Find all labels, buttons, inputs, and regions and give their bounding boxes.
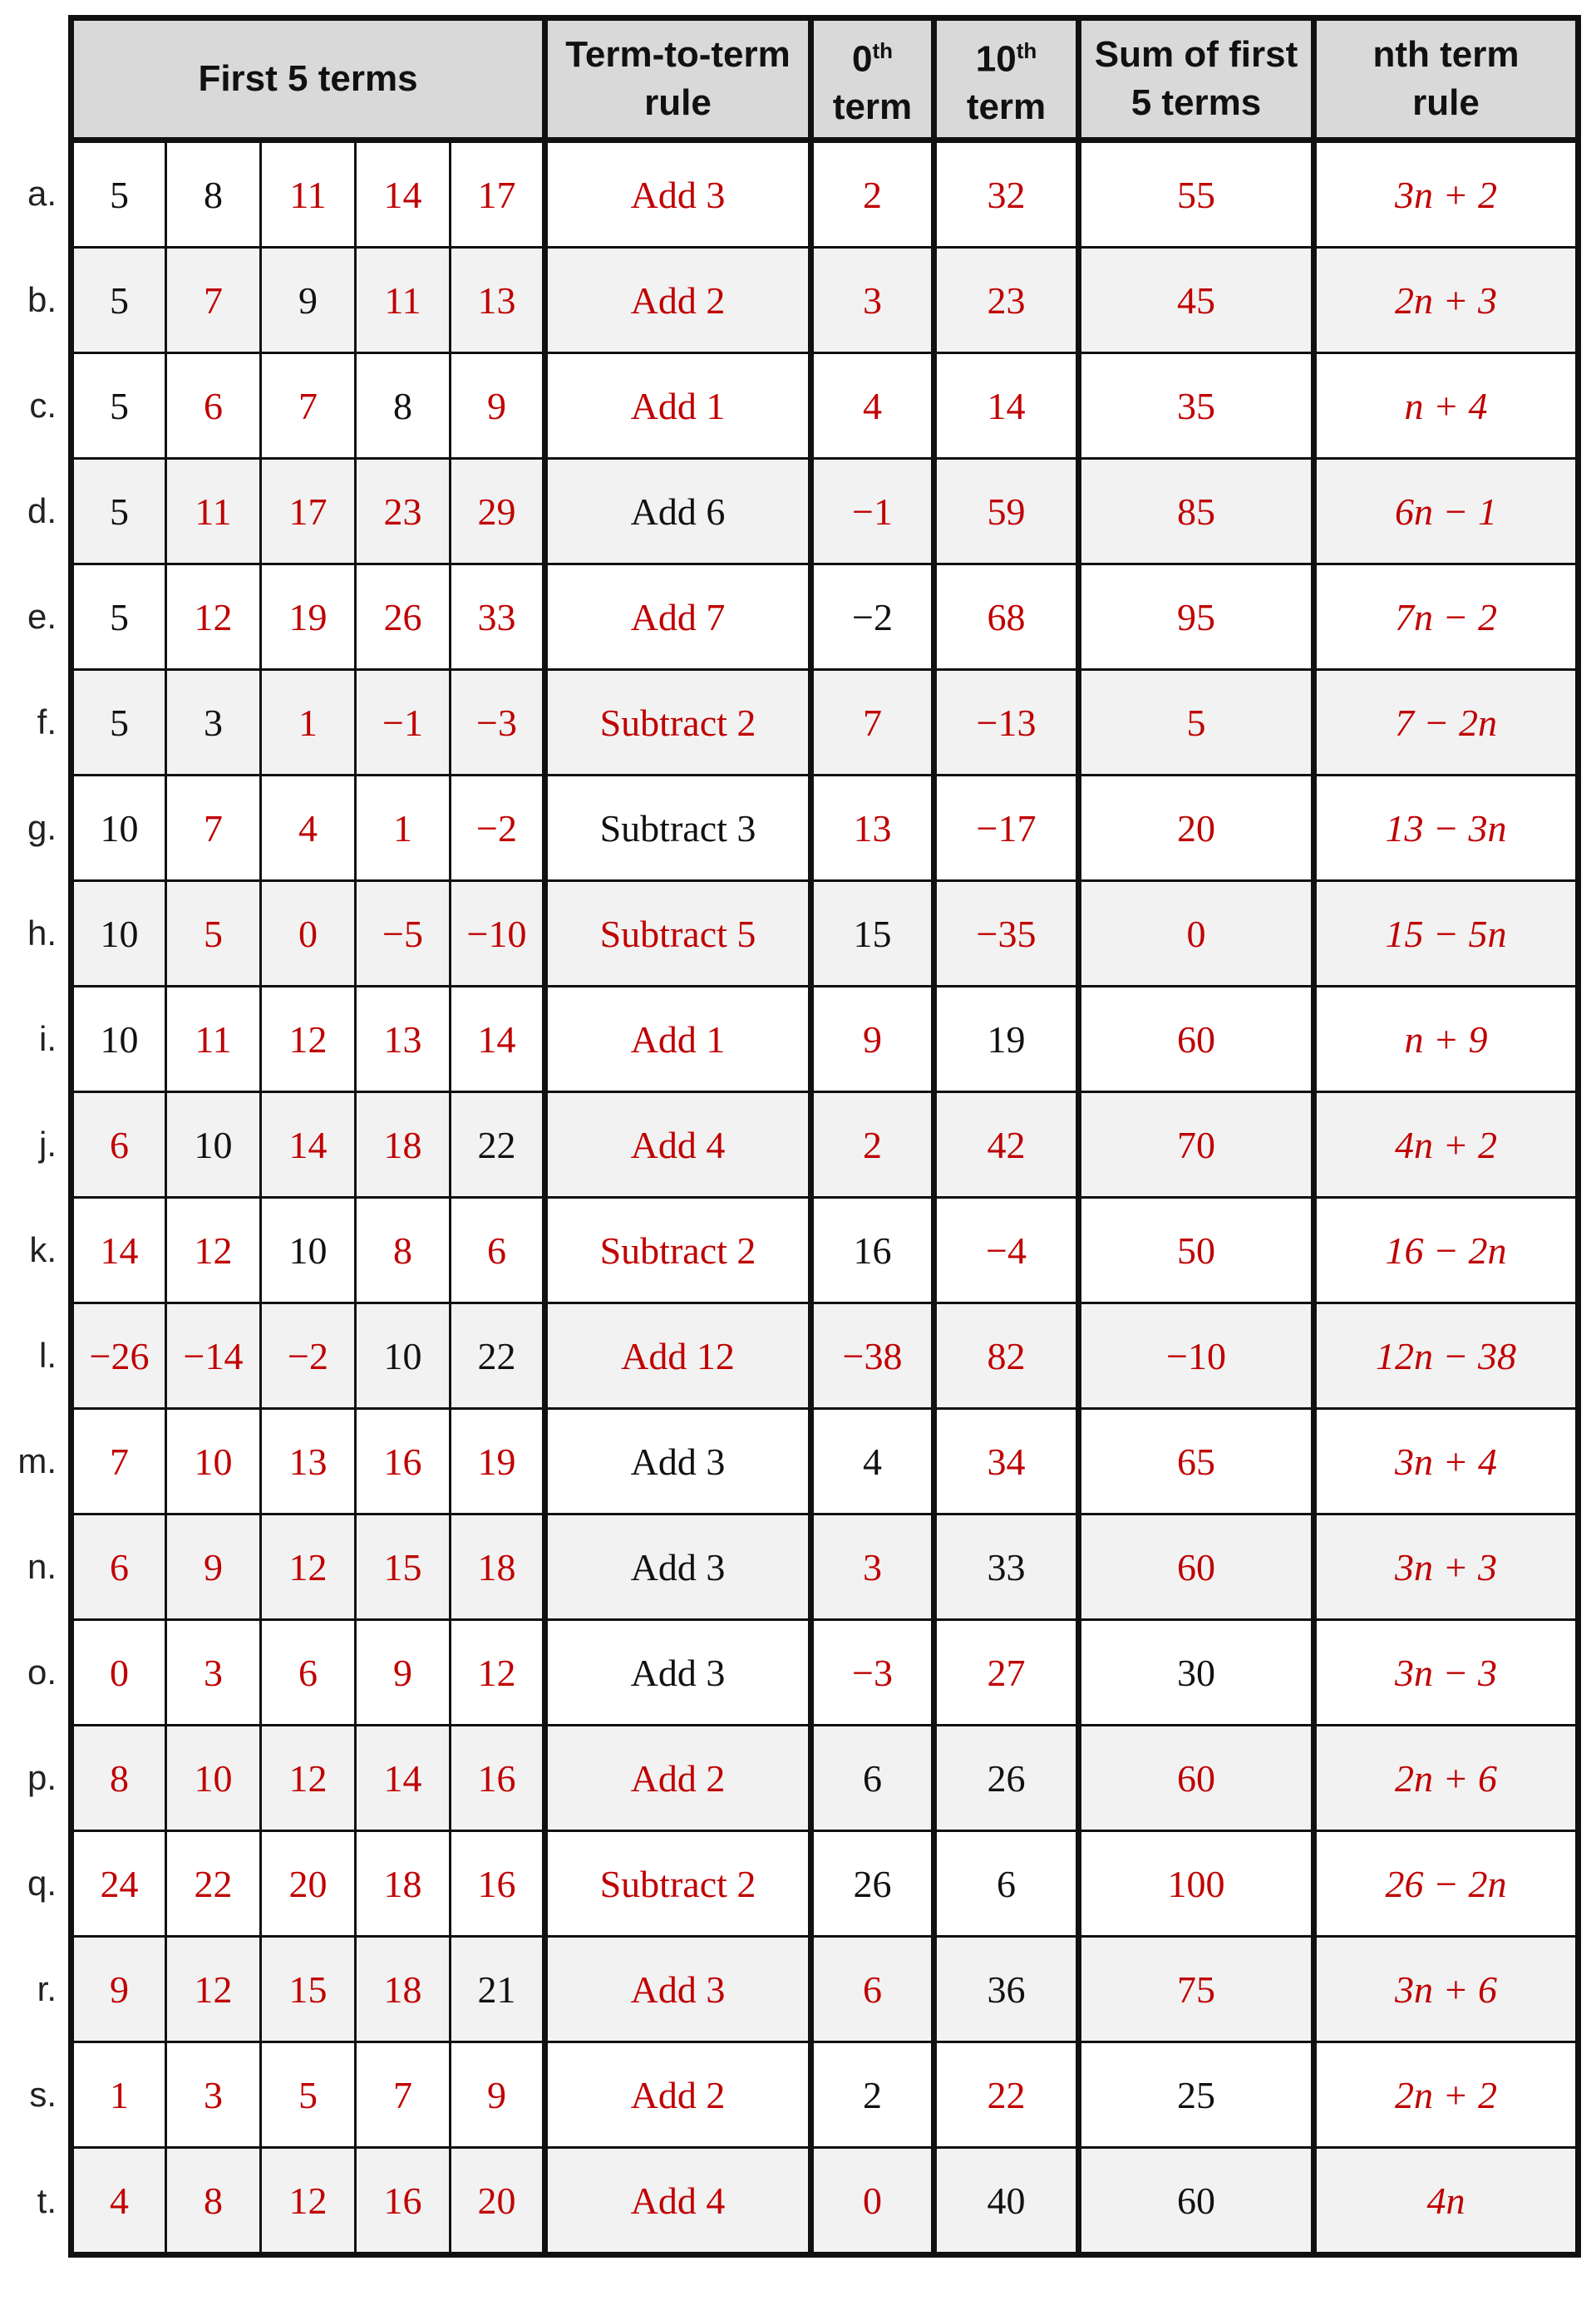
term-to-term-rule-cell: Add 3	[545, 1937, 811, 2042]
header-10th-term	[934, 18, 1079, 140]
term-cell-1: 8	[71, 1726, 166, 1831]
term-cell-3: 7	[261, 353, 356, 459]
row-label: a.	[27, 174, 57, 213]
term-to-term-rule-cell: Subtract 5	[545, 881, 811, 987]
sum-first-5-cell: 25	[1079, 2042, 1314, 2148]
zeroth-term-cell: 3	[811, 248, 934, 353]
term-cell-5: 9	[451, 353, 545, 459]
row-label: b.	[27, 280, 57, 319]
header-sum-line1: Sum of first	[1094, 34, 1298, 75]
sum-first-5-cell: 0	[1079, 881, 1314, 987]
term-cell-2: 11	[166, 987, 261, 1092]
row-label: m.	[17, 1441, 57, 1480]
term-cell-5: 14	[451, 987, 545, 1092]
tenth-term-cell: 82	[934, 1303, 1079, 1409]
row-label: k.	[29, 1230, 57, 1269]
header-nth-line2: rule	[1412, 82, 1480, 123]
table-row	[71, 881, 1579, 987]
term-cell-4: 9	[356, 1620, 451, 1726]
nth-term-rule-cell: 6n − 1	[1314, 459, 1579, 564]
term-cell-2: 9	[166, 1515, 261, 1620]
term-cell-2: 10	[166, 1409, 261, 1515]
sum-first-5-cell: 60	[1079, 1726, 1314, 1831]
term-cell-4: −1	[356, 670, 451, 776]
term-to-term-rule-cell: Add 4	[545, 1092, 811, 1198]
term-cell-2: 8	[166, 2148, 261, 2255]
term-cell-2: 12	[166, 564, 261, 670]
nth-term-rule-cell: 2n + 3	[1314, 248, 1579, 353]
term-to-term-rule-cell: Add 3	[545, 1620, 811, 1726]
row-label: f.	[37, 702, 57, 741]
nth-term-rule-cell: 7 − 2n	[1314, 670, 1579, 776]
term-cell-4: 23	[356, 459, 451, 564]
term-cell-1: 5	[71, 248, 166, 353]
zeroth-term-cell: −2	[811, 564, 934, 670]
term-cell-5: −3	[451, 670, 545, 776]
term-cell-3: 15	[261, 1937, 356, 2042]
header-first-5-terms-text: First 5 terms	[198, 58, 418, 99]
tenth-term-cell: 6	[934, 1831, 1079, 1937]
row-label: q.	[27, 1864, 57, 1903]
term-to-term-rule-cell: Subtract 3	[545, 776, 811, 881]
nth-term-rule-cell: 16 − 2n	[1314, 1198, 1579, 1303]
term-to-term-rule-cell: Add 3	[545, 140, 811, 248]
term-cell-1: 5	[71, 670, 166, 776]
table-row	[71, 2042, 1579, 2148]
term-cell-3: 12	[261, 1515, 356, 1620]
row-label: h.	[27, 914, 57, 953]
term-cell-1: 5	[71, 459, 166, 564]
tenth-term-cell: 68	[934, 564, 1079, 670]
header-nth-line1: nth term	[1372, 34, 1520, 75]
term-cell-4: 14	[356, 1726, 451, 1831]
term-cell-4: 10	[356, 1303, 451, 1409]
term-cell-4: 16	[356, 2148, 451, 2255]
term-to-term-rule-cell: Add 1	[545, 353, 811, 459]
term-cell-3: 17	[261, 459, 356, 564]
zeroth-term-cell: 6	[811, 1937, 934, 2042]
term-cell-4: 16	[356, 1409, 451, 1515]
zeroth-term-cell: 7	[811, 670, 934, 776]
term-cell-2: 7	[166, 248, 261, 353]
term-to-term-rule-cell: Subtract 2	[545, 670, 811, 776]
header-rule-line2: rule	[644, 82, 712, 123]
table-row	[71, 1831, 1579, 1937]
term-cell-5: 16	[451, 1726, 545, 1831]
term-cell-4: 18	[356, 1092, 451, 1198]
sum-first-5-cell: 60	[1079, 1515, 1314, 1620]
header-term-to-term-rule	[545, 18, 811, 140]
zeroth-term-cell: −3	[811, 1620, 934, 1726]
term-cell-4: 13	[356, 987, 451, 1092]
term-cell-1: 0	[71, 1620, 166, 1726]
term-cell-1: 10	[71, 881, 166, 987]
term-cell-2: 11	[166, 459, 261, 564]
term-cell-4: 8	[356, 353, 451, 459]
sum-first-5-cell: 60	[1079, 987, 1314, 1092]
term-cell-1: 24	[71, 1831, 166, 1937]
term-cell-3: −2	[261, 1303, 356, 1409]
term-cell-2: 6	[166, 353, 261, 459]
term-to-term-rule-cell: Add 3	[545, 1409, 811, 1515]
term-cell-1: 10	[71, 776, 166, 881]
term-cell-3: 10	[261, 1198, 356, 1303]
table-row	[71, 1620, 1579, 1726]
sum-first-5-cell: 5	[1079, 670, 1314, 776]
term-to-term-rule-cell: Add 2	[545, 1726, 811, 1831]
term-to-term-rule-cell: Subtract 2	[545, 1198, 811, 1303]
term-cell-4: 1	[356, 776, 451, 881]
tenth-term-cell: 22	[934, 2042, 1079, 2148]
term-cell-3: 4	[261, 776, 356, 881]
term-cell-5: 21	[451, 1937, 545, 2042]
term-cell-4: −5	[356, 881, 451, 987]
table-body	[71, 140, 1579, 2255]
zeroth-term-cell: −1	[811, 459, 934, 564]
term-cell-3: 13	[261, 1409, 356, 1515]
nth-term-rule-cell: n + 4	[1314, 353, 1579, 459]
nth-term-rule-cell: 26 − 2n	[1314, 1831, 1579, 1937]
term-cell-1: 9	[71, 1937, 166, 2042]
term-cell-2: 10	[166, 1726, 261, 1831]
sum-first-5-cell: 100	[1079, 1831, 1314, 1937]
header-row	[71, 18, 1579, 140]
sum-first-5-cell: 45	[1079, 248, 1314, 353]
term-cell-4: 26	[356, 564, 451, 670]
term-cell-2: 3	[166, 1620, 261, 1726]
term-cell-3: 14	[261, 1092, 356, 1198]
zeroth-term-cell: 15	[811, 881, 934, 987]
term-cell-3: 20	[261, 1831, 356, 1937]
term-cell-4: 7	[356, 2042, 451, 2148]
term-to-term-rule-cell: Add 12	[545, 1303, 811, 1409]
term-cell-1: 6	[71, 1515, 166, 1620]
term-to-term-rule-cell: Add 1	[545, 987, 811, 1092]
term-cell-2: 22	[166, 1831, 261, 1937]
tenth-term-cell: 19	[934, 987, 1079, 1092]
tenth-term-cell: 14	[934, 353, 1079, 459]
tenth-term-cell: 40	[934, 2148, 1079, 2255]
table-row	[71, 1726, 1579, 1831]
row-label: d.	[27, 491, 57, 530]
term-cell-5: 19	[451, 1409, 545, 1515]
term-cell-4: 15	[356, 1515, 451, 1620]
tenth-term-cell: −35	[934, 881, 1079, 987]
term-cell-5: 22	[451, 1092, 545, 1198]
zeroth-term-cell: 9	[811, 987, 934, 1092]
sum-first-5-cell: 95	[1079, 564, 1314, 670]
row-label: s.	[29, 2075, 57, 2114]
table-row	[71, 459, 1579, 564]
table-row	[71, 1515, 1579, 1620]
tenth-term-cell: −17	[934, 776, 1079, 881]
header-10th-sup: th	[1016, 37, 1037, 63]
term-cell-5: −10	[451, 881, 545, 987]
table-row	[71, 353, 1579, 459]
sum-first-5-cell: 75	[1079, 1937, 1314, 2042]
nth-term-rule-cell: 2n + 6	[1314, 1726, 1579, 1831]
sum-first-5-cell: 20	[1079, 776, 1314, 881]
nth-term-rule-cell: 15 − 5n	[1314, 881, 1579, 987]
table-row	[71, 776, 1579, 881]
row-label: r.	[37, 1969, 57, 2008]
sum-first-5-cell: 60	[1079, 2148, 1314, 2255]
nth-term-rule-cell: 3n + 3	[1314, 1515, 1579, 1620]
tenth-term-cell: 36	[934, 1937, 1079, 2042]
header-10th-word: term	[966, 86, 1047, 128]
zeroth-term-cell: 2	[811, 1092, 934, 1198]
term-cell-2: 12	[166, 1198, 261, 1303]
term-cell-5: 13	[451, 248, 545, 353]
header-first-5-terms	[71, 18, 545, 140]
zeroth-term-cell: 16	[811, 1198, 934, 1303]
table-row	[71, 248, 1579, 353]
term-to-term-rule-cell: Add 2	[545, 2042, 811, 2148]
nth-term-rule-cell: 3n + 2	[1314, 140, 1579, 248]
table-row	[71, 1937, 1579, 2042]
table-row	[71, 564, 1579, 670]
sequence-table	[68, 15, 1581, 2258]
term-cell-2: 10	[166, 1092, 261, 1198]
term-cell-1: 5	[71, 140, 166, 248]
zeroth-term-cell: 6	[811, 1726, 934, 1831]
row-label: p.	[27, 1758, 57, 1797]
table-row	[71, 987, 1579, 1092]
term-cell-5: 16	[451, 1831, 545, 1937]
header-sum-first-5	[1079, 18, 1314, 140]
table-row	[71, 1092, 1579, 1198]
table-row	[71, 2148, 1579, 2255]
term-cell-1: 4	[71, 2148, 166, 2255]
term-to-term-rule-cell: Subtract 2	[545, 1831, 811, 1937]
sum-first-5-cell: 65	[1079, 1409, 1314, 1515]
header-10th-num: 10	[975, 38, 1017, 80]
header-0th-term	[811, 18, 934, 140]
term-cell-5: 12	[451, 1620, 545, 1726]
tenth-term-cell: 42	[934, 1092, 1079, 1198]
term-cell-5: 33	[451, 564, 545, 670]
row-label: o.	[27, 1652, 57, 1692]
term-cell-5: 18	[451, 1515, 545, 1620]
row-label: e.	[27, 597, 57, 636]
tenth-term-cell: −4	[934, 1198, 1079, 1303]
header-0th-sup: th	[872, 37, 894, 63]
row-label: j.	[39, 1125, 57, 1164]
sum-first-5-cell: 30	[1079, 1620, 1314, 1726]
term-cell-1: 1	[71, 2042, 166, 2148]
nth-term-rule-cell: 3n + 6	[1314, 1937, 1579, 2042]
nth-term-rule-cell: 2n + 2	[1314, 2042, 1579, 2148]
term-cell-4: 14	[356, 140, 451, 248]
term-cell-5: 6	[451, 1198, 545, 1303]
table-row	[71, 1198, 1579, 1303]
header-0th-num: 0	[851, 38, 873, 80]
term-cell-5: −2	[451, 776, 545, 881]
term-cell-1: 14	[71, 1198, 166, 1303]
term-to-term-rule-cell: Add 7	[545, 564, 811, 670]
nth-term-rule-cell: 13 − 3n	[1314, 776, 1579, 881]
row-label: g.	[27, 808, 57, 847]
zeroth-term-cell: 4	[811, 353, 934, 459]
header-0th-word: term	[832, 86, 913, 128]
term-cell-1: 7	[71, 1409, 166, 1515]
tenth-term-cell: 32	[934, 140, 1079, 248]
term-cell-2: 7	[166, 776, 261, 881]
term-cell-3: 12	[261, 987, 356, 1092]
term-cell-5: 9	[451, 2042, 545, 2148]
term-cell-3: 6	[261, 1620, 356, 1726]
term-cell-1: 5	[71, 564, 166, 670]
zeroth-term-cell: 26	[811, 1831, 934, 1937]
sum-first-5-cell: 50	[1079, 1198, 1314, 1303]
term-cell-3: 1	[261, 670, 356, 776]
term-cell-3: 12	[261, 1726, 356, 1831]
term-cell-5: 22	[451, 1303, 545, 1409]
header-rule-line1: Term-to-term	[565, 34, 791, 75]
term-cell-3: 19	[261, 564, 356, 670]
tenth-term-cell: 34	[934, 1409, 1079, 1515]
tenth-term-cell: −13	[934, 670, 1079, 776]
row-label: i.	[39, 1019, 57, 1058]
nth-term-rule-cell: 3n + 4	[1314, 1409, 1579, 1515]
term-cell-3: 5	[261, 2042, 356, 2148]
tenth-term-cell: 33	[934, 1515, 1079, 1620]
table-row	[71, 140, 1579, 248]
term-cell-5: 29	[451, 459, 545, 564]
term-cell-4: 18	[356, 1937, 451, 2042]
term-cell-1: 10	[71, 987, 166, 1092]
row-label: t.	[37, 2181, 57, 2220]
sum-first-5-cell: −10	[1079, 1303, 1314, 1409]
nth-term-rule-cell: 12n − 38	[1314, 1303, 1579, 1409]
term-to-term-rule-cell: Add 2	[545, 248, 811, 353]
row-label: c.	[29, 386, 57, 425]
zeroth-term-cell: 2	[811, 2042, 934, 2148]
sum-first-5-cell: 85	[1079, 459, 1314, 564]
term-cell-1: 6	[71, 1092, 166, 1198]
nth-term-rule-cell: n + 9	[1314, 987, 1579, 1092]
term-cell-2: 3	[166, 2042, 261, 2148]
tenth-term-cell: 26	[934, 1726, 1079, 1831]
header-sum-line2: 5 terms	[1130, 82, 1262, 123]
row-label: n.	[27, 1547, 57, 1586]
header-nth-term-rule	[1314, 18, 1579, 140]
zeroth-term-cell: 0	[811, 2148, 934, 2255]
term-cell-2: 12	[166, 1937, 261, 2042]
nth-term-rule-cell: 4n	[1314, 2148, 1579, 2255]
term-cell-4: 11	[356, 248, 451, 353]
zeroth-term-cell: 4	[811, 1409, 934, 1515]
term-cell-4: 18	[356, 1831, 451, 1937]
term-cell-4: 8	[356, 1198, 451, 1303]
term-cell-3: 12	[261, 2148, 356, 2255]
term-cell-3: 9	[261, 248, 356, 353]
tenth-term-cell: 59	[934, 459, 1079, 564]
sum-first-5-cell: 55	[1079, 140, 1314, 248]
table-row	[71, 670, 1579, 776]
nth-term-rule-cell: 4n + 2	[1314, 1092, 1579, 1198]
table-row	[71, 1303, 1579, 1409]
term-cell-5: 20	[451, 2148, 545, 2255]
term-cell-2: 8	[166, 140, 261, 248]
zeroth-term-cell: 13	[811, 776, 934, 881]
sum-first-5-cell: 35	[1079, 353, 1314, 459]
term-cell-2: −14	[166, 1303, 261, 1409]
tenth-term-cell: 23	[934, 248, 1079, 353]
zeroth-term-cell: −38	[811, 1303, 934, 1409]
row-label: l.	[39, 1336, 57, 1375]
term-cell-5: 17	[451, 140, 545, 248]
term-cell-2: 3	[166, 670, 261, 776]
term-cell-1: 5	[71, 353, 166, 459]
term-cell-3: 11	[261, 140, 356, 248]
tenth-term-cell: 27	[934, 1620, 1079, 1726]
term-to-term-rule-cell: Add 6	[545, 459, 811, 564]
term-cell-3: 0	[261, 881, 356, 987]
zeroth-term-cell: 2	[811, 140, 934, 248]
nth-term-rule-cell: 3n − 3	[1314, 1620, 1579, 1726]
term-cell-2: 5	[166, 881, 261, 987]
zeroth-term-cell: 3	[811, 1515, 934, 1620]
term-to-term-rule-cell: Add 3	[545, 1515, 811, 1620]
term-to-term-rule-cell: Add 4	[545, 2148, 811, 2255]
nth-term-rule-cell: 7n − 2	[1314, 564, 1579, 670]
term-cell-1: −26	[71, 1303, 166, 1409]
sum-first-5-cell: 70	[1079, 1092, 1314, 1198]
table-row	[71, 1409, 1579, 1515]
